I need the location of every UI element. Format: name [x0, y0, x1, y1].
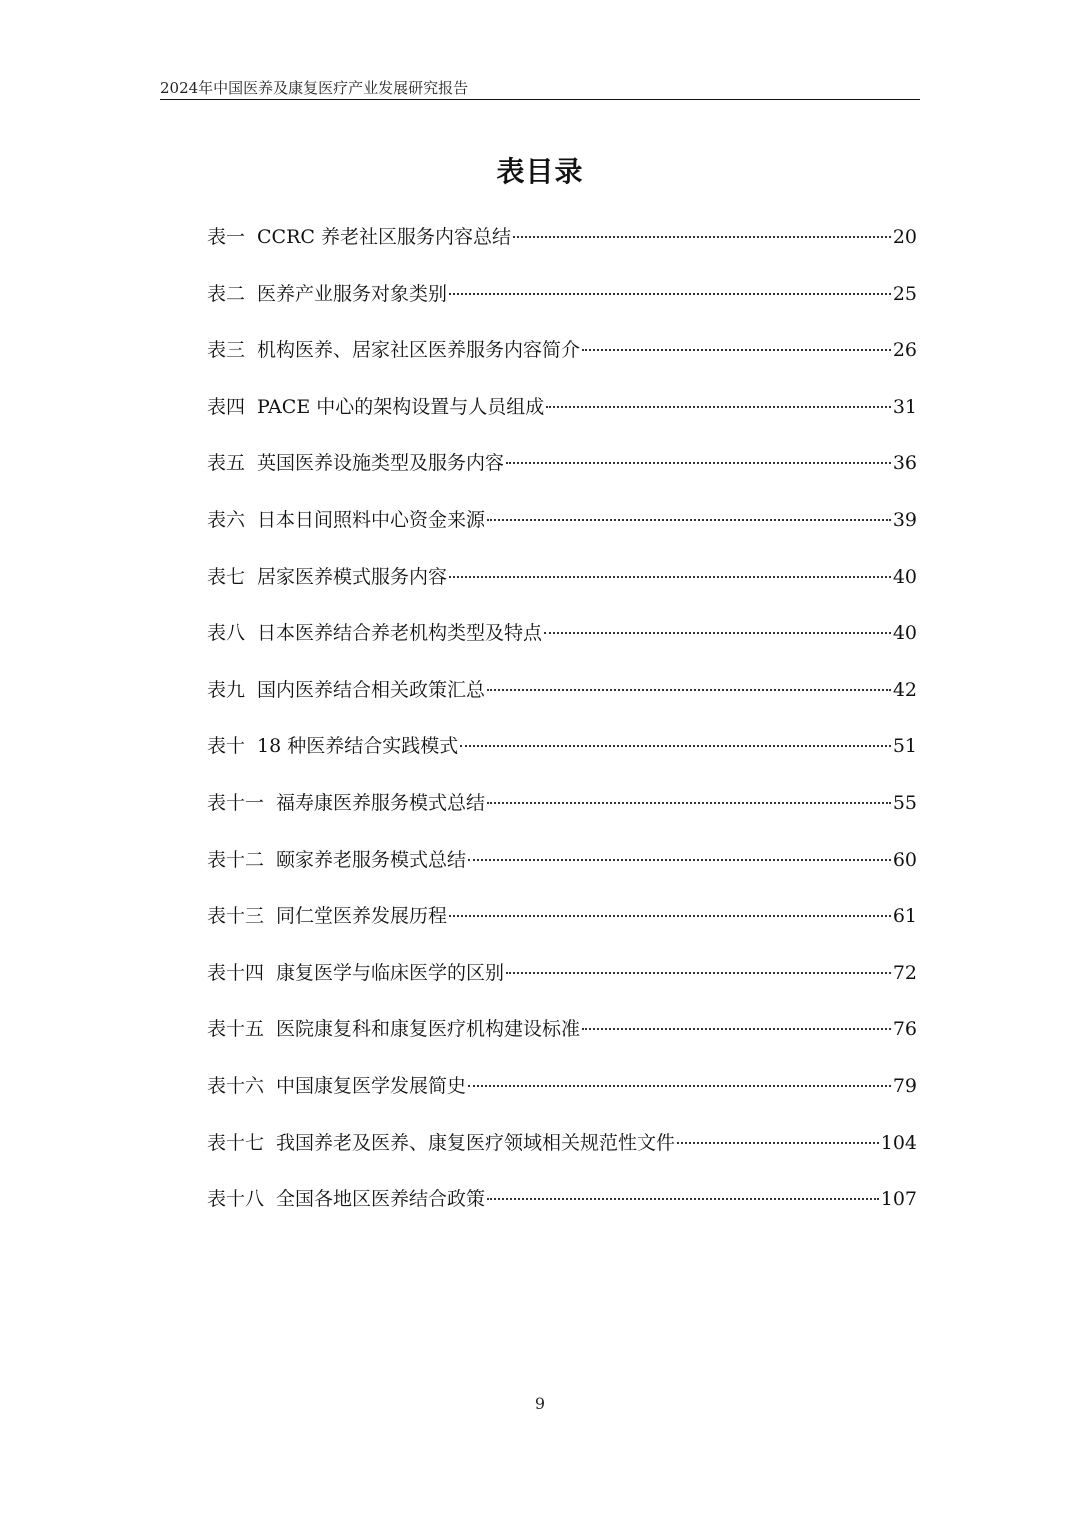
dot-leader	[468, 859, 891, 861]
toc-entry-page: 107	[880, 1188, 917, 1211]
toc-entry-title: 全国各地区医养结合政策	[276, 1188, 486, 1211]
toc-entry[interactable]	[207, 1014, 917, 1071]
dot-leader	[546, 406, 891, 408]
toc-entry-title: 中国康复医学发展简史	[276, 1074, 467, 1097]
dot-leader	[449, 576, 891, 578]
toc-entry-number: 表九	[207, 678, 246, 701]
toc-entry-page: 25	[892, 282, 917, 305]
toc-entry-page: 55	[892, 791, 917, 814]
toc-entry-page: 104	[880, 1131, 917, 1154]
toc-entry[interactable]	[207, 1184, 917, 1241]
toc-entry[interactable]	[207, 731, 917, 788]
toc-entry-title: 居家医养模式服务内容	[257, 565, 448, 588]
dot-leader	[506, 972, 891, 974]
dot-leader	[506, 462, 891, 464]
toc-entry-number: 表七	[207, 565, 246, 588]
toc-entry-title: 国内医养结合相关政策汇总	[257, 678, 486, 701]
toc-entry-title: CCRC 养老社区服务内容总结	[257, 226, 511, 248]
toc-entry-page: 26	[892, 339, 917, 362]
toc-entry-number: 表六	[207, 508, 246, 531]
toc-entry-page: 51	[892, 735, 917, 758]
toc-entry-number: 表二	[207, 282, 246, 305]
toc-entry-title: 日本日间照料中心资金来源	[257, 508, 486, 531]
toc-entry-title: 颐家养老服务模式总结	[276, 848, 467, 871]
dot-leader	[487, 802, 891, 804]
toc-entry[interactable]	[207, 335, 917, 392]
page-title: 表目录	[496, 155, 584, 188]
toc-entry-page: 40	[892, 622, 917, 645]
toc-entry[interactable]	[207, 222, 917, 279]
toc-entry-title: 医院康复科和康复医疗机构建设标准	[276, 1018, 581, 1041]
toc-entry-page: 61	[892, 905, 917, 928]
toc-entry[interactable]	[207, 845, 917, 902]
toc-entry-title: 18 种医养结合实践模式	[257, 735, 459, 758]
toc-entry-page: 42	[892, 678, 917, 701]
toc-entry[interactable]	[207, 505, 917, 562]
dot-leader	[468, 1085, 891, 1087]
toc-entry-title: 日本医养结合养老机构类型及特点	[257, 622, 543, 645]
toc-entry-title: 我国养老及医养、康复医疗领域相关规范性文件	[276, 1131, 676, 1154]
toc-entry-number: 表三	[207, 339, 246, 362]
table-of-tables	[207, 222, 917, 1241]
toc-entry-number: 表十二	[207, 848, 265, 871]
toc-entry-title: 医养产业服务对象类别	[257, 282, 448, 305]
dot-leader	[460, 745, 891, 747]
toc-entry-number: 表十一	[207, 791, 265, 814]
toc-entry-page: 76	[892, 1018, 917, 1041]
toc-entry-number: 表八	[207, 622, 246, 645]
toc-entry-number: 表十	[207, 735, 246, 758]
running-header: 2024年中国医养及康复医疗产业发展研究报告	[160, 79, 469, 97]
toc-entry-title: 福寿康医养服务模式总结	[276, 791, 486, 814]
toc-entry[interactable]	[207, 279, 917, 336]
dot-leader	[677, 1142, 879, 1144]
dot-leader	[487, 519, 891, 521]
header-divider	[160, 99, 920, 100]
toc-entry-title: 康复医学与临床医学的区别	[276, 961, 505, 984]
toc-entry-title: 同仁堂医养发展历程	[276, 905, 448, 928]
dot-leader	[449, 293, 891, 295]
toc-entry-number: 表十四	[207, 961, 265, 984]
toc-entry[interactable]	[207, 1071, 917, 1128]
toc-entry[interactable]	[207, 901, 917, 958]
toc-entry[interactable]	[207, 562, 917, 619]
toc-entry[interactable]	[207, 448, 917, 505]
toc-entry-number: 表五	[207, 452, 246, 475]
page-number: 9	[534, 1394, 546, 1413]
toc-entry-page: 60	[892, 848, 917, 871]
toc-entry-title: 机构医养、居家社区医养服务内容简介	[257, 339, 581, 362]
toc-entry-number: 表十七	[207, 1131, 265, 1154]
toc-entry-page: 39	[892, 508, 917, 531]
toc-entry[interactable]	[207, 392, 917, 449]
toc-entry-number: 表十三	[207, 905, 265, 928]
toc-entry-number: 表一	[207, 226, 246, 248]
toc-entry-page: 79	[892, 1074, 917, 1097]
toc-entry-number: 表四	[207, 395, 246, 418]
toc-entry[interactable]	[207, 788, 917, 845]
toc-entry-title: PACE 中心的架构设置与人员组成	[257, 395, 545, 418]
dot-leader	[487, 1198, 879, 1200]
toc-entry-number: 表十八	[207, 1188, 265, 1211]
dot-leader	[487, 689, 891, 691]
toc-entry-title: 英国医养设施类型及服务内容	[257, 452, 505, 475]
toc-entry[interactable]	[207, 675, 917, 732]
dot-leader	[544, 632, 891, 634]
dot-leader	[582, 1028, 891, 1030]
toc-entry[interactable]	[207, 618, 917, 675]
dot-leader	[582, 349, 891, 351]
toc-entry[interactable]	[207, 958, 917, 1015]
toc-entry-number: 表十五	[207, 1018, 265, 1041]
toc-entry-page: 72	[892, 961, 917, 984]
dot-leader	[449, 915, 891, 917]
toc-entry[interactable]	[207, 1128, 917, 1185]
toc-entry-page: 40	[892, 565, 917, 588]
toc-entry-page: 20	[892, 226, 917, 248]
toc-entry-page: 36	[892, 452, 917, 475]
dot-leader	[513, 236, 891, 238]
toc-entry-page: 31	[892, 395, 917, 418]
toc-entry-number: 表十六	[207, 1074, 265, 1097]
